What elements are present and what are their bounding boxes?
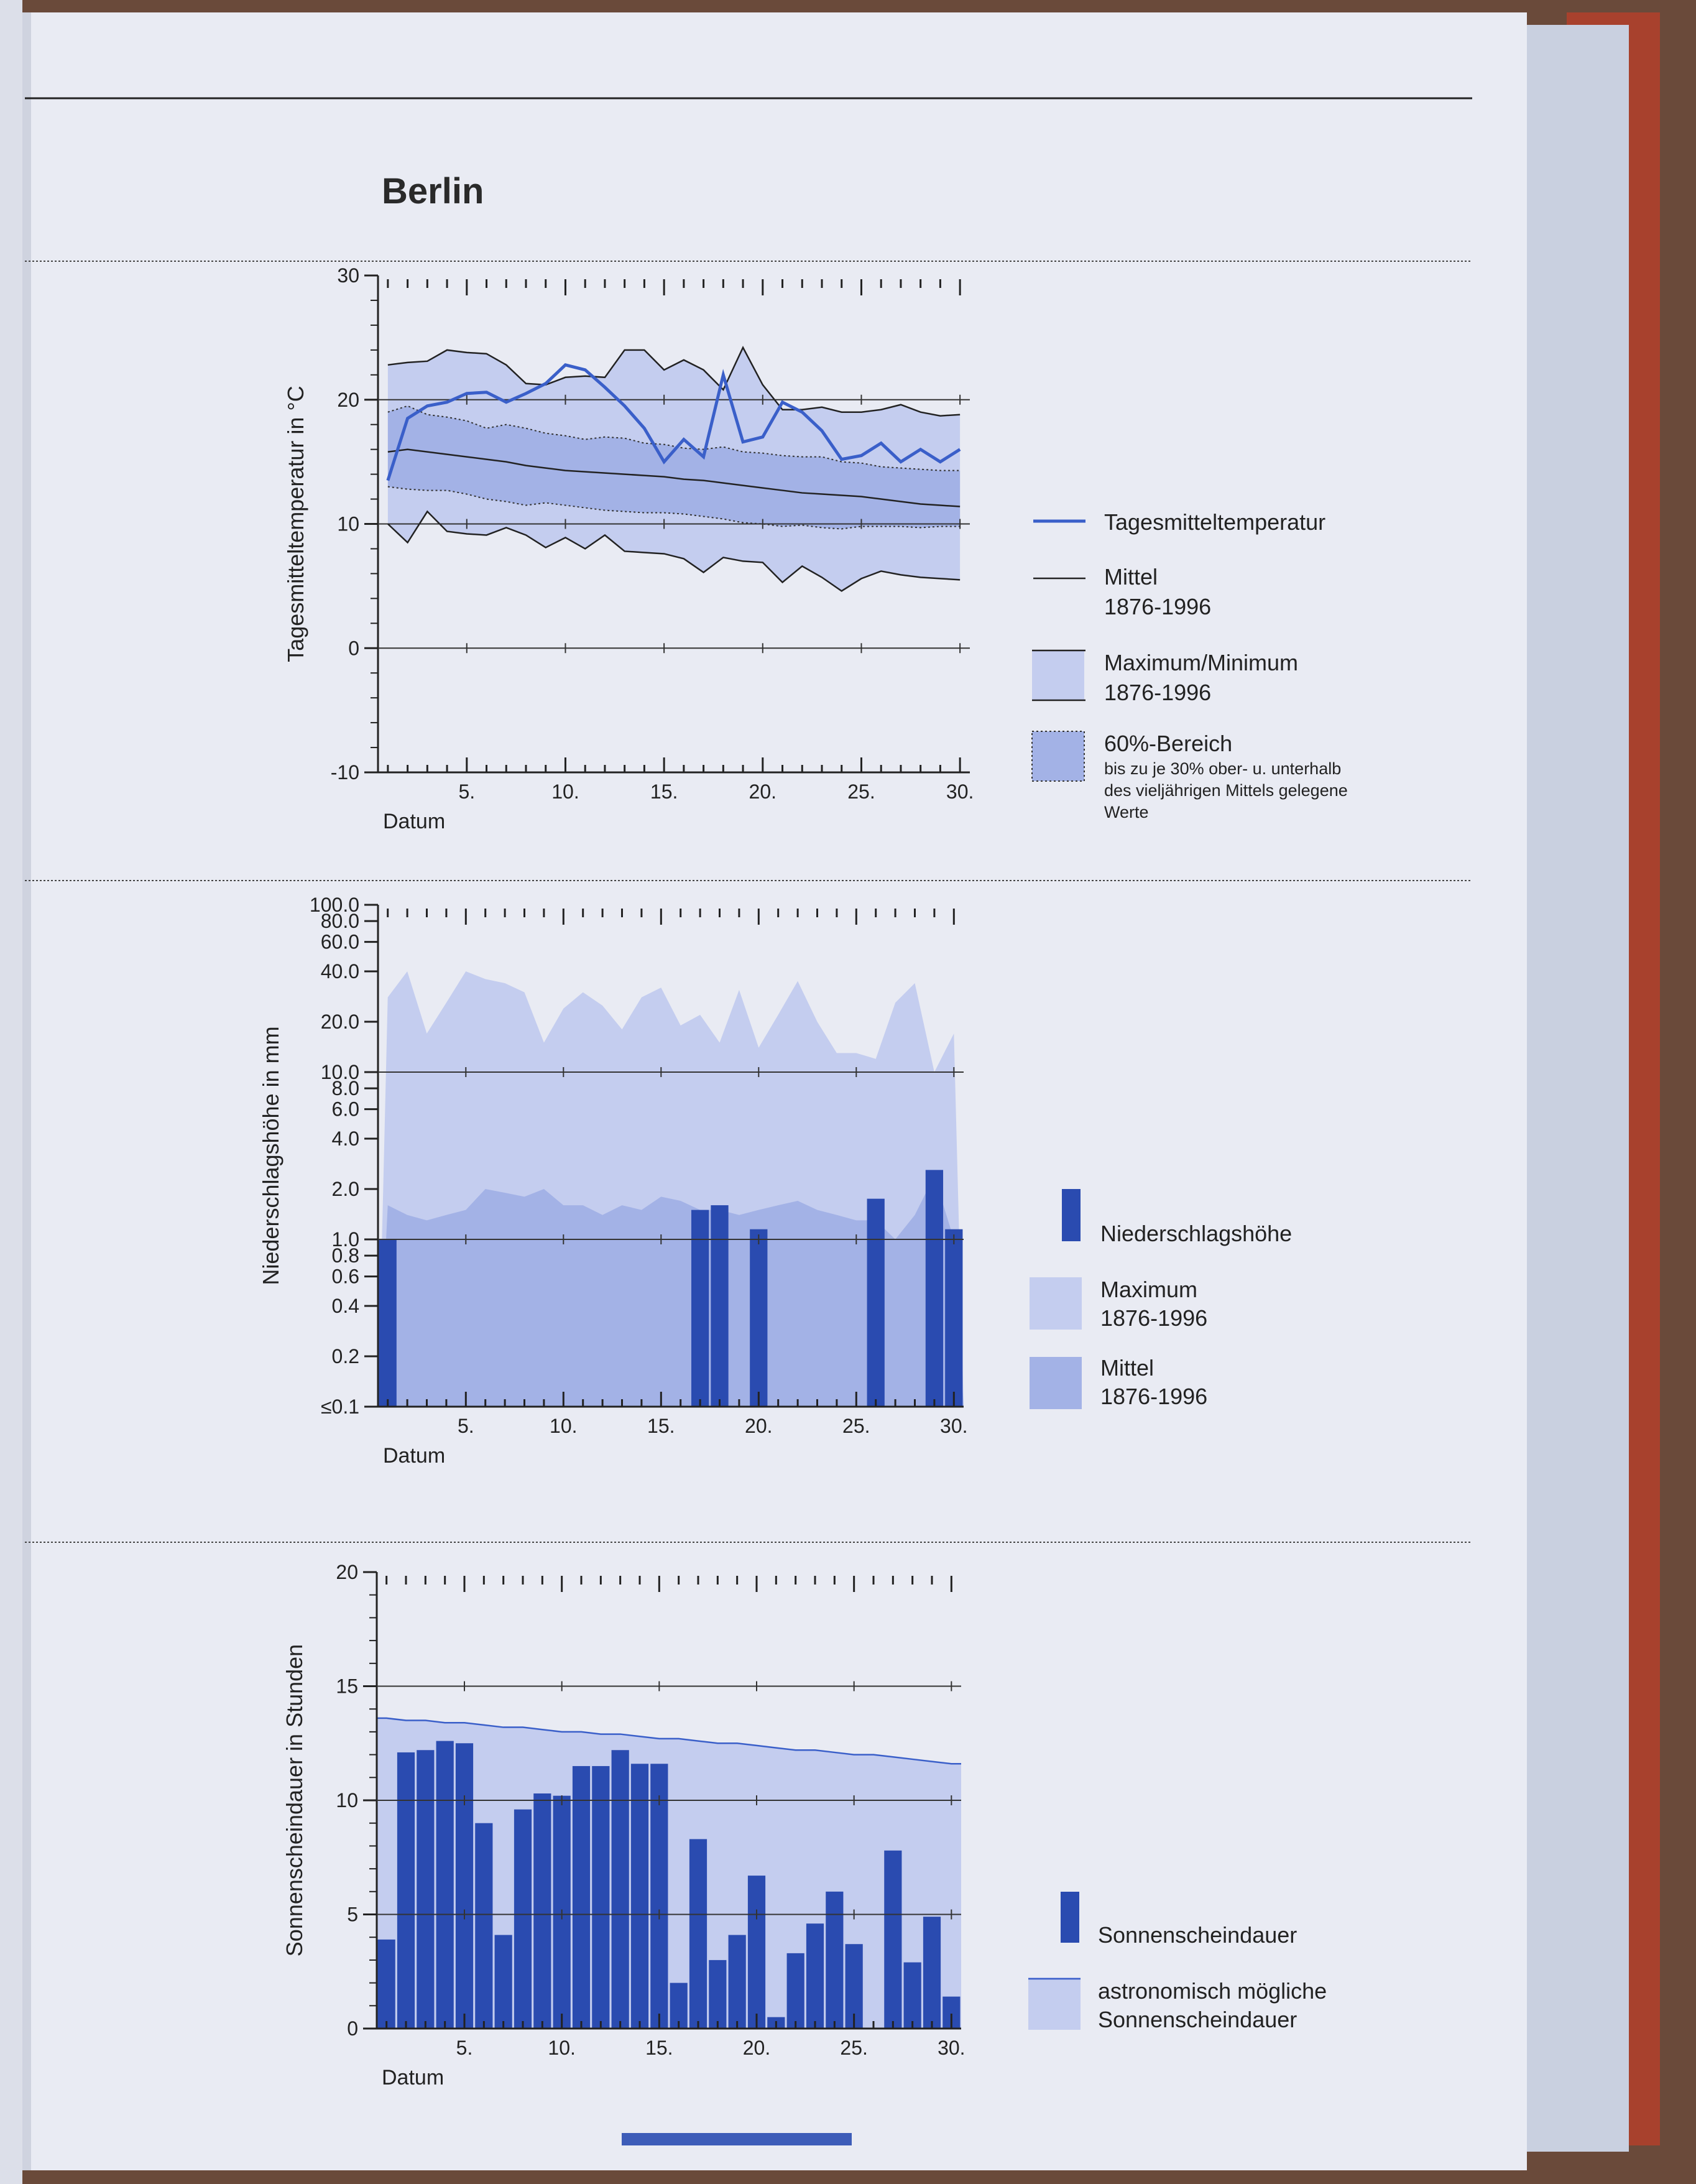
sun-y-axis-label: Sonnenscheindauer in Stunden bbox=[282, 1644, 307, 1957]
prec-y-axis-label: Niederschlagshöhe in mm bbox=[258, 1026, 283, 1285]
temp-y-tick-label: 0 bbox=[348, 637, 359, 660]
temp-x-axis-label: Datum bbox=[383, 810, 446, 833]
temp-x-tick-label: 30. bbox=[946, 780, 974, 803]
prec-legend-sub: 1876-1996 bbox=[1100, 1384, 1208, 1409]
sun-bar bbox=[378, 1940, 395, 2029]
sun-y-tick-label: 0 bbox=[347, 2017, 358, 2040]
prec-y-tick-label: 80.0 bbox=[320, 910, 359, 933]
temp-legend-sub: Werte bbox=[1104, 803, 1149, 821]
sun-bar bbox=[748, 1876, 765, 2029]
prec-x-tick-label: 5. bbox=[457, 1415, 474, 1437]
prec-bar bbox=[711, 1205, 728, 1407]
sun-bar bbox=[806, 1923, 824, 2029]
sun-bar bbox=[709, 1960, 726, 2029]
temp-y-tick-label: 30 bbox=[337, 264, 359, 287]
sun-legend-label: astronomisch mögliche bbox=[1098, 1978, 1327, 2004]
prec-y-tick-label: 6.0 bbox=[331, 1098, 359, 1121]
sun-bar bbox=[729, 1935, 746, 2029]
prec-y-tick-label: 10.0 bbox=[320, 1061, 359, 1083]
sun-x-tick-label: 5. bbox=[456, 2037, 473, 2059]
binding-shadow bbox=[22, 12, 31, 2170]
sun-x-tick-label: 30. bbox=[938, 2037, 966, 2059]
prec-y-tick-label: 8.0 bbox=[331, 1077, 359, 1100]
prec-legend-label: Mittel bbox=[1100, 1355, 1154, 1381]
temp-y-tick-label: 20 bbox=[337, 388, 359, 411]
sun-bar bbox=[495, 1935, 512, 2029]
sun-bar bbox=[826, 1892, 843, 2029]
prec-y-tick-label: 0.2 bbox=[331, 1345, 359, 1368]
prec-bar bbox=[750, 1229, 767, 1407]
prec-y-tick-label: 0.4 bbox=[331, 1295, 359, 1318]
prec-x-tick-label: 15. bbox=[647, 1415, 675, 1437]
prec-bar bbox=[945, 1229, 962, 1407]
sun-legend-sub: Sonnenscheindauer bbox=[1098, 2007, 1297, 2032]
temp-x-tick-label: 15. bbox=[650, 780, 678, 803]
prec-y-tick-label: 0.8 bbox=[331, 1244, 359, 1267]
sun-bar bbox=[592, 1766, 609, 2029]
temp-x-tick-label: 5. bbox=[458, 780, 476, 803]
temp-legend-sub: 1876-1996 bbox=[1104, 594, 1212, 619]
prec-legend-swatch-mean bbox=[1030, 1357, 1082, 1409]
prec-y-tick-label: 4.0 bbox=[331, 1127, 359, 1150]
temp-legend-label: 60%-Bereich bbox=[1104, 731, 1233, 756]
temp-legend-sub: des vieljährigen Mittels gelegene bbox=[1104, 781, 1348, 800]
temp-legend-sub: bis zu je 30% ober- u. unterhalb bbox=[1104, 759, 1342, 778]
sun-x-tick-label: 10. bbox=[548, 2037, 576, 2059]
prec-y-tick-label: ≤0.1 bbox=[320, 1395, 359, 1418]
prec-x-axis-label: Datum bbox=[383, 1444, 446, 1468]
bottom-tab bbox=[622, 2133, 852, 2145]
temp-y-tick-label: -10 bbox=[330, 761, 359, 784]
prec-y-tick-label: 0.6 bbox=[331, 1265, 359, 1288]
prec-legend-sub: 1876-1996 bbox=[1100, 1305, 1208, 1331]
sun-x-tick-label: 25. bbox=[840, 2037, 868, 2059]
sun-bar bbox=[884, 1851, 901, 2029]
prec-legend-swatch-bar bbox=[1062, 1189, 1081, 1241]
sun-bar bbox=[923, 1917, 941, 2029]
prec-y-tick-label: 20.0 bbox=[320, 1011, 359, 1034]
prec-y-tick-label: 100.0 bbox=[309, 894, 359, 916]
temp-legend-label: Tagesmitteltemperatur bbox=[1104, 509, 1326, 535]
temp-legend-label: Maximum/Minimum bbox=[1104, 650, 1299, 675]
sun-bar bbox=[904, 1963, 921, 2029]
page-title: Berlin bbox=[382, 171, 484, 211]
temp-x-tick-label: 10. bbox=[551, 780, 579, 803]
prec-x-tick-label: 30. bbox=[940, 1415, 968, 1437]
prec-y-tick-label: 40.0 bbox=[320, 960, 359, 983]
prec-x-tick-label: 20. bbox=[745, 1415, 773, 1437]
sun-legend-label: Sonnenscheindauer bbox=[1098, 1922, 1297, 1948]
prec-y-tick-label: 60.0 bbox=[320, 930, 359, 953]
sun-bar bbox=[456, 1743, 473, 2029]
temp-legend-sub: 1876-1996 bbox=[1104, 680, 1212, 705]
sun-y-tick-label: 5 bbox=[347, 1903, 358, 1926]
temp-legend-label: Mittel bbox=[1104, 564, 1158, 590]
temp-y-axis-label: Tagesmitteltemperatur in °C bbox=[283, 386, 308, 662]
sun-bar bbox=[787, 1953, 804, 2029]
prec-y-tick-label: 1.0 bbox=[331, 1228, 359, 1251]
prec-legend-swatch-max bbox=[1030, 1277, 1082, 1330]
sun-y-tick-label: 15 bbox=[336, 1675, 358, 1698]
sun-x-tick-label: 15. bbox=[645, 2037, 673, 2059]
sun-legend-swatch-bar bbox=[1061, 1892, 1079, 1943]
temp-legend-swatch-60pct bbox=[1032, 731, 1084, 781]
page-edges bbox=[1517, 25, 1629, 2152]
prec-y-tick-label: 2.0 bbox=[331, 1178, 359, 1201]
sun-bar bbox=[533, 1793, 551, 2029]
sun-bar bbox=[631, 1764, 648, 2029]
sun-bar bbox=[514, 1810, 532, 2029]
sun-x-tick-label: 20. bbox=[742, 2037, 771, 2059]
sun-y-tick-label: 20 bbox=[336, 1561, 358, 1583]
temp-x-tick-label: 25. bbox=[847, 780, 875, 803]
sun-legend-swatch-astro bbox=[1028, 1978, 1081, 2030]
prec-bar bbox=[379, 1239, 397, 1407]
prec-x-tick-label: 10. bbox=[550, 1415, 578, 1437]
sun-bar bbox=[573, 1766, 590, 2029]
sun-bar bbox=[612, 1750, 629, 2029]
prec-legend-label: Niederschlagshöhe bbox=[1100, 1221, 1293, 1246]
sun-bar bbox=[475, 1823, 492, 2029]
sun-bar bbox=[397, 1752, 415, 2029]
prec-legend-label: Maximum bbox=[1100, 1277, 1198, 1302]
sun-bar bbox=[689, 1839, 707, 2029]
left-page-strip bbox=[0, 0, 22, 2184]
temp-legend-swatch-maxmin bbox=[1032, 650, 1084, 700]
sun-bar bbox=[436, 1741, 454, 2029]
sun-y-tick-label: 10 bbox=[336, 1789, 358, 1812]
prec-x-tick-label: 25. bbox=[842, 1415, 870, 1437]
sun-bar bbox=[417, 1750, 434, 2029]
temp-y-tick-label: 10 bbox=[337, 512, 359, 535]
temp-x-tick-label: 20. bbox=[749, 780, 777, 803]
sun-x-axis-label: Datum bbox=[382, 2066, 445, 2089]
prec-bar bbox=[867, 1199, 885, 1407]
prec-bar bbox=[926, 1170, 943, 1407]
